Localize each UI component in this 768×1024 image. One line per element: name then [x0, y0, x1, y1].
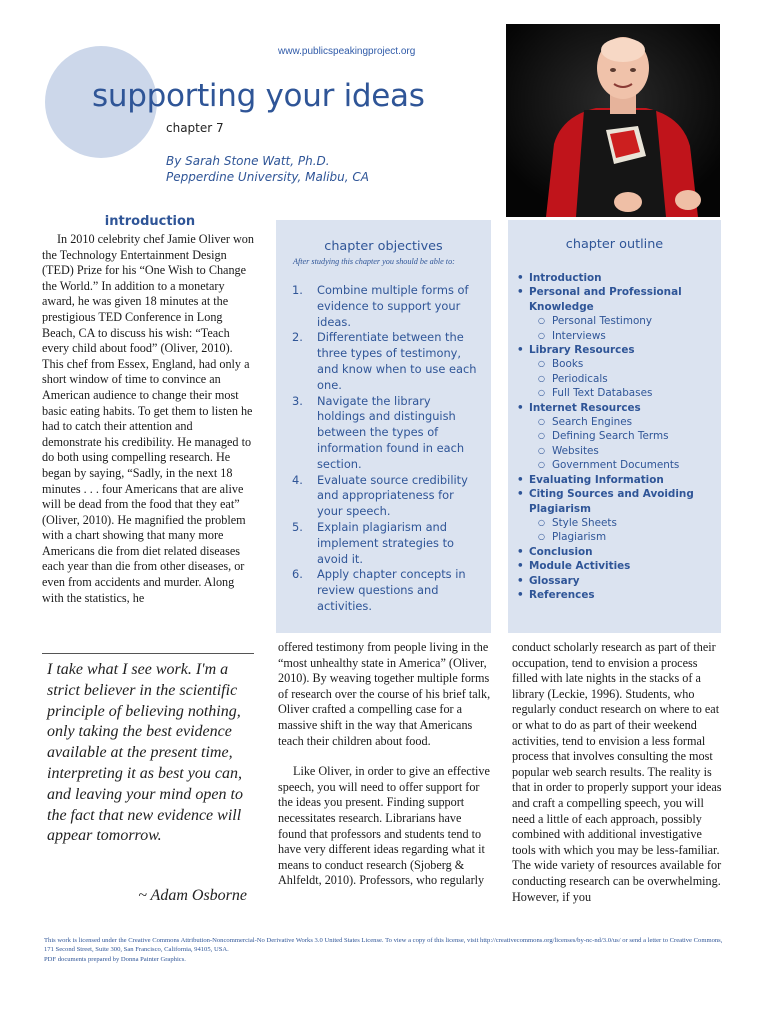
- outline-subsection-item: [516, 357, 716, 371]
- outline-subsection-item: [516, 444, 716, 458]
- outline-section-item: [516, 271, 716, 285]
- outline-label: Books: [552, 358, 584, 371]
- outline-label: Library Resources: [529, 344, 635, 357]
- chapter-objectives-box: [276, 220, 491, 633]
- introduction-paragraph: In 2010 celebrity chef Jamie Oliver won the Technology Entertainment Design (TED) Prize for his “One Wish to Change the World.” In addition to a monetary award, he was given 18 minutes at the prestigious TED Conference in Long Beach, CA to discuss his wish: “Teach every child about food” (Oliver, 2010). This chef from Essex, England, had only a short window of time to convince an American audience to change their most basic eating habits. To get them to listen he had to catch their attention and demonstrate his credibility. He managed to do both using compelling research. He began by saying, “Sadly, in the next 18 minutes . . . four Americans that are alive will be dead from the food that they eat” (Oliver, 2010). He magnified the problem with a chart showing that many more Americans die from diet related diseases each year than die from other diseases, or even from accidents and murder. Along with the statistics, he: [42, 232, 254, 605]
- outline-label: Style Sheets: [552, 516, 617, 529]
- chapter-title: supporting your ideas: [92, 78, 425, 114]
- body-paragraph: offered testimony from people living in the “most unhealthy state in America” (Oliver, 2010). By weaving together multiple forms of research over the course of his brief talk, Oliver crafted a compelling case for a massive shift in the way that Americans teach their children about food.: [278, 640, 491, 748]
- objective-text: Navigate the library holdings and distinguish between the types of information found in each section.: [317, 393, 465, 471]
- objectives-list: [292, 283, 482, 615]
- body-paragraph: Like Oliver, in order to give an effective speech, you will need to offer support for the ideas you present. Finding support necessitates research. Librarians have found that professors and students tend to have very different ideas regarding what it means to conduct research (Sjoberg & Ahlfeldt, 2010). Professors, who regularly: [278, 764, 490, 888]
- outline-subsection-item: [516, 429, 716, 443]
- circle-bullet-icon: ○: [538, 359, 545, 369]
- pull-quote: I take what I see work. I'm a strict believer in the scientific principle of believing nothing, only taking the best evidence available at the present time, interpreting it as best you can, and leaving your mind open to the fact that new evidence will appear tomorrow.: [47, 661, 243, 845]
- outline-label: Personal Testimony: [552, 315, 653, 328]
- outline-label: Module Activities: [529, 560, 631, 573]
- quote-attribution: ~ Adam Osborne: [138, 887, 247, 904]
- outline-label: Interviews: [552, 329, 606, 342]
- objective-text: Evaluate source credibility and appropriateness for your speech.: [317, 472, 468, 519]
- outline-section-item: [516, 545, 716, 559]
- outline-label: Defining Search Terms: [552, 430, 669, 443]
- objectives-subheading: After studying this chapter you should be able to:: [293, 257, 455, 266]
- bullet-icon: •: [517, 286, 524, 299]
- outline-section-item: [516, 401, 716, 415]
- bullet-icon: •: [517, 473, 524, 486]
- outline-section-item: [516, 343, 716, 357]
- speaker-photo: [506, 24, 720, 217]
- website-url[interactable]: www.publicspeakingproject.org: [278, 46, 416, 57]
- circle-bullet-icon: ○: [538, 445, 545, 455]
- objective-number: 1.: [292, 283, 303, 297]
- license-footer: [44, 936, 724, 964]
- speaker-illustration: [506, 24, 720, 217]
- outline-section-item: [516, 473, 716, 487]
- outline-subsection-item: [516, 415, 716, 429]
- circle-bullet-icon: ○: [538, 388, 545, 398]
- outline-label: Periodicals: [552, 372, 608, 385]
- body-paragraph: conduct scholarly research as part of their occupation, tend to envision a process filled with late nights in the stacks of a library (Leckie, 1996). Students, who regularly conduct research on where to eat or what to do as part of their weekend activities, tend to envision a less formal process that involves consulting the most popular web search results. The reality is that in order to properly support your ideas and craft a compelling speech, you will need a little of each approach, possibly combined with additional investigative tools with which you may be less-familiar. The wide variety of resources available for conducting research can be overwhelming. However, if you: [512, 640, 722, 904]
- outline-label: Websites: [552, 444, 599, 457]
- outline-subsection-item: [516, 458, 716, 472]
- objective-item: [292, 520, 482, 567]
- objective-item: [292, 330, 482, 393]
- author-name: By Sarah Stone Watt, Ph.D.: [166, 154, 330, 168]
- circle-bullet-icon: ○: [538, 417, 545, 427]
- outline-section-item: [516, 487, 716, 516]
- bullet-icon: •: [517, 488, 524, 501]
- outline-label: Internet Resources: [529, 401, 641, 414]
- outline-label: Plagiarism: [552, 531, 607, 544]
- outline-heading: chapter outline: [565, 237, 664, 252]
- chapter-outline-box: [508, 220, 721, 633]
- objective-text: Apply chapter concepts in review questions and activities.: [317, 567, 466, 613]
- bullet-icon: •: [517, 560, 524, 573]
- outline-section-item: [516, 574, 716, 588]
- objective-item: [292, 283, 482, 330]
- objective-number: 4.: [292, 472, 303, 487]
- outline-label: Government Documents: [552, 459, 680, 472]
- outline-label: Conclusion: [529, 545, 593, 558]
- bullet-icon: •: [517, 272, 524, 284]
- objective-number: 3.: [292, 393, 303, 408]
- objective-item: [292, 567, 482, 614]
- objective-number: 6.: [292, 567, 303, 582]
- circle-bullet-icon: ○: [538, 431, 545, 441]
- outline-label: References: [529, 588, 595, 601]
- bullet-icon: •: [517, 545, 524, 558]
- objective-number: 2.: [292, 330, 303, 345]
- outline-subsection-item: [516, 386, 716, 400]
- circle-bullet-icon: ○: [538, 517, 545, 527]
- author-block: [166, 153, 369, 185]
- outline-label: Citing Sources and Avoiding Plagiarism: [529, 488, 694, 515]
- license-text: This work is licensed under the Creative Commons Attribution-Noncommercial-No Derivative Works 3.0 United States License. To view a copy of this license, visit http://creativecommons.org/licenses/by-nc-nd/3.0/us/ or send a letter to Creative Commons, 171 Second Street, Suite 300, San Francisco, California, 94105, USA.: [44, 937, 723, 954]
- objective-text: Explain plagiarism and implement strategies to avoid it.: [317, 519, 455, 566]
- circle-bullet-icon: ○: [538, 532, 545, 542]
- objective-item: [292, 473, 482, 520]
- body-column-3: [512, 640, 722, 925]
- author-affiliation: Pepperdine University, Malibu, CA: [166, 170, 369, 184]
- outline-subsection-item: [516, 530, 716, 544]
- outline-label: Full Text Databases: [552, 387, 653, 400]
- objectives-heading: chapter objectives: [324, 239, 443, 254]
- outline-label: Personal and Professional Knowledge: [529, 286, 682, 313]
- circle-bullet-icon: ○: [538, 330, 545, 340]
- outline-section-item: [516, 559, 716, 573]
- bullet-icon: •: [517, 344, 524, 357]
- outline-subsection-item: [516, 372, 716, 386]
- outline-section-item: [516, 588, 716, 602]
- quote-divider: [42, 653, 254, 654]
- outline-section-item: [516, 285, 716, 314]
- credit-text: PDF documents prepared by Donna Painter Graphics.: [44, 955, 186, 963]
- circle-bullet-icon: ○: [538, 460, 545, 470]
- objective-text: Combine multiple forms of evidence to support your ideas.: [317, 283, 469, 329]
- objective-item: [292, 394, 482, 473]
- outline-label: Glossary: [529, 574, 580, 587]
- introduction-body: [42, 232, 255, 638]
- introduction-heading: introduction: [104, 214, 196, 229]
- circle-bullet-icon: ○: [538, 373, 545, 383]
- circle-bullet-icon: ○: [538, 316, 545, 326]
- bullet-icon: •: [517, 574, 524, 587]
- outline-label: Search Engines: [552, 416, 633, 429]
- objective-text: Differentiate between the three types of testimony, and know when to use each one.: [317, 330, 477, 392]
- outline-list: [516, 271, 716, 602]
- outline-label: Evaluating Information: [529, 473, 664, 486]
- bullet-icon: •: [517, 401, 524, 414]
- outline-label: Introduction: [529, 272, 602, 284]
- outline-subsection-item: [516, 516, 716, 530]
- outline-subsection-item: [516, 329, 716, 343]
- bullet-icon: •: [517, 588, 524, 601]
- outline-subsection-item: [516, 314, 716, 328]
- chapter-number: chapter 7: [166, 121, 224, 135]
- objective-number: 5.: [292, 519, 303, 534]
- body-column-2: [278, 640, 491, 912]
